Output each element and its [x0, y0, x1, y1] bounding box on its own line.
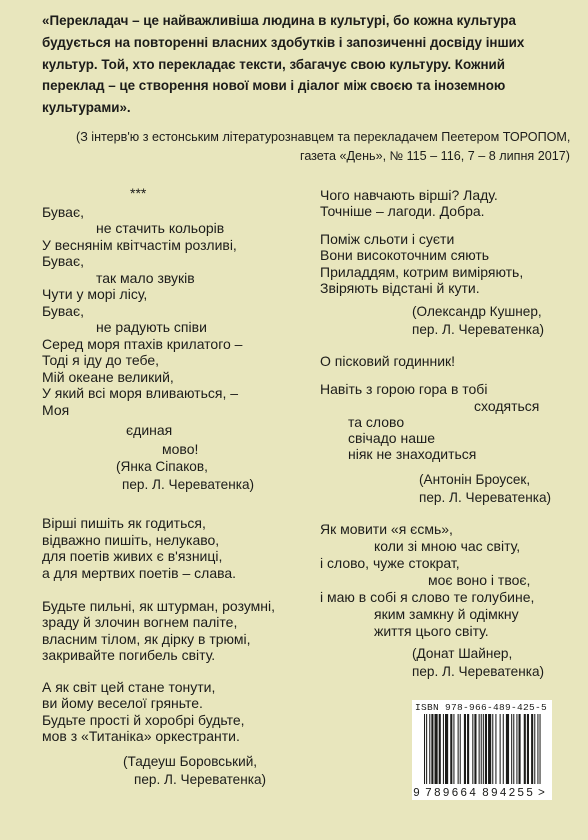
poem3-author: (Олександр Кушнер, [412, 304, 542, 319]
poem1-line: так мало звуків [96, 270, 195, 286]
poem5-line: моє воно і твоє, [428, 572, 531, 588]
poem2-line: А як світ цей стане тонути, [42, 679, 216, 695]
poem1-line: Моя [42, 402, 70, 418]
barcode-bar [424, 714, 425, 784]
poem2-line: ви йому веселої гряньте. [42, 695, 203, 711]
epigraph-line: культурами». [42, 100, 131, 116]
barcode-bar [458, 714, 459, 784]
epigraph-line: переклад – це створення нової мови і діалог між своєю та іноземною [42, 78, 506, 94]
barcode-bar [537, 714, 538, 784]
poem2-line: для поетів живих є в'язниці, [42, 548, 223, 564]
poem2-line: відважно пишіть, нелукаво, [42, 532, 220, 548]
poem1-line: мово! [162, 441, 199, 457]
poem1-translator: пер. Л. Череватенка) [122, 477, 255, 492]
poem1-line: не радують співи [96, 319, 207, 335]
poem2-line: а для мертвих поетів – слава. [42, 565, 237, 581]
barcode-bar [483, 714, 484, 784]
barcode-quiet-mark: > [538, 787, 545, 800]
barcode-bar [464, 714, 466, 784]
poem5-line: і слово, чуже стократ, [320, 555, 460, 571]
poem2-line: Вірші пишіть як годиться, [42, 515, 206, 531]
poem5-line: яким замкну й одімкну [374, 606, 519, 622]
epigraph-quote [42, 10, 584, 119]
barcode-bar [431, 714, 433, 784]
barcode-bar [513, 714, 514, 784]
poem1-line: Буває, [42, 253, 84, 269]
poem4-line: сходяться [474, 398, 540, 414]
barcode-bar [516, 714, 517, 784]
poem3-line: Звіряють відстані й кути. [320, 280, 480, 296]
barcode-bar [488, 714, 491, 784]
barcode-bar [485, 714, 487, 784]
barcode-bar [453, 714, 454, 784]
barcode-digit-group-right: 894255 [482, 787, 533, 800]
barcode-bar [450, 714, 452, 784]
barcode-bar [429, 714, 430, 784]
poem4-line: та слово [348, 414, 405, 430]
barcode-bar [524, 714, 526, 784]
poem4-line: Навіть з горою гора в тобі [320, 381, 488, 397]
poem5-line: коли зі мною час світу, [374, 538, 521, 554]
poem2-line: закривайте погибель світу. [42, 647, 216, 663]
poem3-line: Вони високоточним сяють [320, 247, 490, 263]
poem3-line: Поміж сльоти і суєти [320, 231, 455, 247]
epigraph-source-line2: газета «День», № 115 – 116, 7 – 8 липня 2017) [300, 149, 570, 163]
barcode-bar [443, 714, 444, 784]
epigraph-line: будується на повторенні власних здобутків і запозиченні досвіду інших [42, 34, 525, 50]
poem2-author: (Тадеуш Боровський, [123, 754, 258, 769]
barcode-bar [467, 714, 469, 784]
barcode-bar [503, 714, 504, 784]
poem1-line: Серед моря птахів крилатого – [42, 336, 243, 352]
poem4-line: ніяк не знаходиться [348, 446, 477, 462]
epigraph-line: «Перекладач – це найважливіша людина в культурі, бо кожна культура [42, 13, 516, 28]
barcode-bar [534, 714, 535, 784]
poem1-line: Мій океане великий, [42, 369, 174, 385]
barcode-bar [511, 714, 512, 784]
poem3-line: Чого навчають вірші? Ладу. [320, 187, 498, 203]
barcode-bar [445, 714, 448, 784]
poem1-line: Чути у морі лісу, [42, 286, 148, 302]
poem4-line: О пісковий годинник! [320, 353, 456, 369]
poem1-line: Буває, [42, 303, 84, 319]
barcode-bar [495, 714, 496, 784]
barcode-bar [492, 714, 493, 784]
barcode-bar [540, 714, 541, 784]
poem1-line: У веснянім квітчастім розливі, [42, 237, 237, 253]
poem2-line: мов з «Титаніка» оркестранти. [42, 728, 240, 744]
poem4-translator: пер. Л. Череватенка) [419, 490, 552, 505]
barcode-bar [474, 714, 476, 784]
poem2-line: власним тілом, як дірку в трюмі, [42, 631, 251, 647]
barcode-bar [479, 714, 480, 784]
barcode-bar [527, 714, 529, 784]
barcode-bar [439, 714, 441, 784]
poem1-line: Тоді я іду до тебе, [42, 352, 160, 368]
barcode-bar [506, 714, 509, 784]
barcode-bar [460, 714, 461, 784]
epigraph-source-line1: (З інтерв'ю з естонським літературознавцем та перекладачем Пеетером ТОРОПОМ, [76, 130, 571, 144]
poem1-line: У який всі моря вливаються, – [42, 385, 239, 401]
poem4-line: свічадо наше [348, 430, 436, 446]
barcode-bar [472, 714, 473, 784]
poem5-line: і маю в собі я слово те голубине, [320, 589, 535, 605]
poem3-line: Точніше – лагоди. Добра. [320, 203, 485, 219]
poem1-line: єдиная [126, 422, 173, 438]
poem5-author: (Донат Шайнер, [412, 646, 513, 661]
isbn-number: ISBN 978-966-489-425-5 [415, 702, 548, 713]
poem4-author: (Антонін Броусек, [419, 472, 531, 487]
poem2-translator: пер. Л. Череватенка) [134, 772, 267, 787]
isbn-barcode [412, 700, 552, 800]
poem5-line: життя цього світу. [374, 623, 489, 639]
barcode-digit-group-left: 789664 [425, 787, 476, 800]
epigraph-line: культур. Той, хто перекладає тексти, збагачує свою культуру. Кожний [42, 56, 506, 72]
poem5-translator: пер. Л. Череватенка) [412, 664, 545, 679]
barcode-bar [500, 714, 501, 784]
barcode-bar [435, 714, 438, 784]
poem1-author: (Янка Сіпаков, [116, 459, 208, 474]
barcode-bar [426, 714, 427, 784]
poem2-line: Будьте пильні, як штурман, розумні, [42, 598, 276, 614]
poem2-line: зраду й злочин вогнем паліте, [42, 614, 238, 630]
poem1-stars: *** [130, 185, 147, 201]
poem2-line: Будьте прості й хоробрі будьте, [42, 712, 245, 728]
poem3-translator: пер. Л. Череватенка) [412, 322, 545, 337]
poem5-line: Як мовити «я єсмь», [320, 521, 453, 537]
barcode-first-digit: 9 [413, 787, 420, 800]
poem3-line: Приладдям, котрим виміряють, [320, 264, 524, 280]
poem1-line: Буває, [42, 204, 84, 220]
barcode-bar [531, 714, 533, 784]
barcode-bar [519, 714, 521, 784]
barcode-bar [481, 714, 482, 784]
poem1-line: не стачить кольорів [96, 220, 225, 236]
